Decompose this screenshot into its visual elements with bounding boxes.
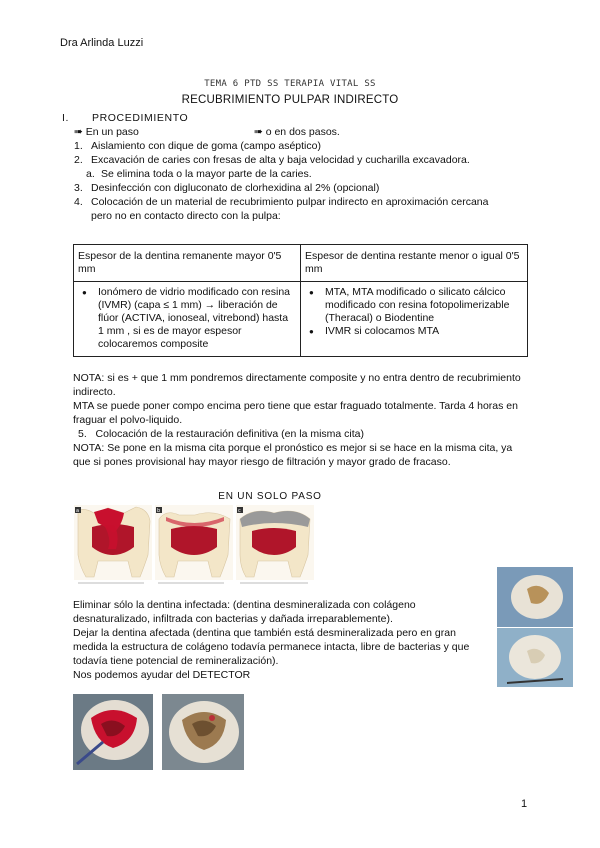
list-item-number: 2.: [74, 154, 83, 166]
table-header-lesser: Espesor de dentina restante menor o igual 0'5 mm: [301, 245, 528, 282]
list-item-text: Desinfección con digluconato de clorhexidina al 2% (opcional): [91, 182, 380, 194]
list-item-text: Excavación de caries con fresas de alta y baja velocidad y cucharilla excavadora.: [91, 154, 470, 166]
tooth-diagram-strip: [74, 505, 314, 585]
note-mta: MTA se puede poner compo encima pero tiene que estar fraguado totalmente. Tarda 4 horas en fraguar el polvo-liquido.: [73, 400, 518, 426]
note-one: NOTA: si es + que 1 mm pondremos directamente composite y no entra dentro de recubrimiento indirecto.: [73, 372, 521, 398]
page-number: 1: [521, 798, 528, 810]
thickness-table: [73, 244, 528, 357]
paragraph-infected-dentin: Eliminar sólo la dentina infectada: (dentina desmineralizada con colágeno desnaturalizado, infiltrada con bacterias y dañada irreparablemente).: [73, 599, 416, 625]
table-cell-greater: [74, 282, 301, 357]
list-item-text: Aislamiento con dique de goma (campo aséptico): [91, 140, 321, 152]
note-two: NOTA: Se pone en la misma cita porque el pronóstico es mejor si se hace en la misma cita, ya que si pones provisional hay mayor riesgo de filtración y mayor grado de fracaso.: [73, 442, 513, 468]
table-bullet: ● MTA, MTA modificado o silicato cálcico modificado con resina fotopolimerizable (Theracal) o Biodentine: [325, 286, 523, 325]
tooth-diagram-c: [236, 505, 314, 580]
option-one-step: ➠ En un paso: [74, 126, 139, 138]
list-item: [74, 153, 524, 167]
procedure-steps: [74, 139, 524, 223]
table-bullet: ● IVMR si colocamos MTA: [325, 325, 523, 338]
list-subitem: [74, 167, 524, 181]
table-cell-lesser: [301, 282, 528, 357]
page-title: RECUBRIMIENTO PULPAR INDIRECTO: [181, 94, 399, 106]
figure-tag-b: b: [157, 508, 161, 514]
list-item-continuation: pero no en contacto directo con la pulpa:: [91, 210, 281, 222]
list-item: [74, 195, 524, 209]
list-item-number: 5.: [78, 428, 87, 440]
author-name: Dra Arlinda Luzzi: [60, 37, 144, 49]
notes-block: [73, 371, 523, 469]
table-header-greater: Espesor de la dentina remanente mayor 0'5 mm: [74, 245, 301, 282]
section-label: PROCEDIMIENTO: [92, 112, 189, 124]
list-item-text: Colocación de la restauración definitiva (en la misma cita): [95, 428, 364, 440]
paragraph-affected-dentin: Dejar la dentina afectada (dentina que también está desmineralizada pero en gran medida la estructura de colágeno todavía permanece intacta, libre de bacterias y que todavía tiene potencial de remineralización).: [73, 627, 470, 667]
caries-detector-photo: [73, 694, 153, 770]
tooth-diagram-a: [74, 505, 152, 580]
section-heading: [62, 111, 188, 125]
figure-tag-c: c: [238, 508, 241, 514]
caries-removal-text: [73, 598, 483, 682]
step-five: [73, 427, 523, 441]
figure-tag-a: a: [76, 508, 80, 514]
list-item-number: 3.: [74, 182, 83, 194]
option-two-steps: ➠ o en dos pasos.: [254, 126, 340, 138]
procedure-options: [74, 125, 374, 139]
list-item: [74, 139, 524, 153]
list-item: [74, 181, 524, 195]
section-number: I.: [62, 112, 70, 124]
excavated-cavity-photo: [162, 694, 244, 770]
paragraph-detector: Nos podemos ayudar del DETECTOR: [73, 669, 251, 681]
topic-heading: TEMA 6 PTD SS TERAPIA VITAL SS: [204, 79, 376, 89]
list-item-number: a.: [86, 168, 95, 180]
table-bullet: ● Ionómero de vidrio modificado con resina (IVMR) (capa ≤ 1 mm) → liberación de flúor (ACTIVA, ionoseal, vitrebond) hasta 1 mm , si es de mayor espesor colocaremos composite: [98, 286, 296, 351]
list-item-text: Se elimina toda o la mayor parte de la caries.: [101, 168, 312, 180]
list-item-text: Colocación de un material de recubrimiento pulpar indirecto en aproximación cercana: [91, 196, 489, 208]
one-step-heading: EN UN SOLO PASO: [218, 491, 322, 502]
list-item-number: 1.: [74, 140, 83, 152]
tooth-diagram-b: [155, 505, 233, 580]
list-item-number: 4.: [74, 196, 83, 208]
clinical-photo-stack: [497, 567, 573, 687]
